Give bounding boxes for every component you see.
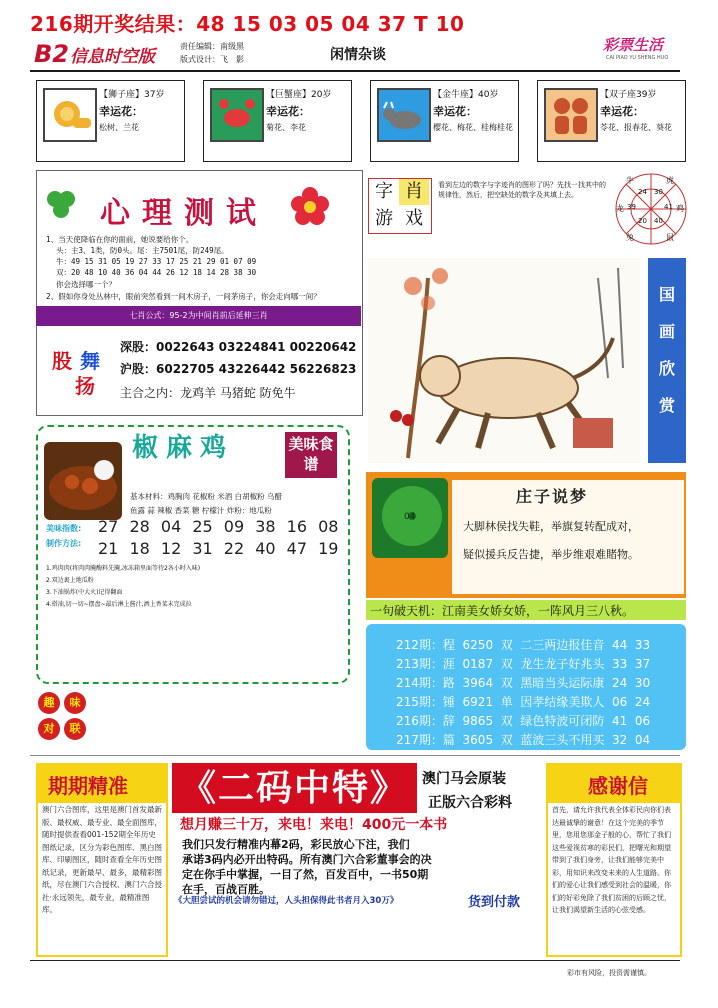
zhuangzi-line-2: 疑似援兵反告捷，举步维艰难賭物。 [463, 548, 639, 561]
recipe-badge: 美味食谱 [285, 432, 337, 478]
wheel-label: 龙 [616, 204, 624, 213]
left-text: 澳门六合图库，这里是澳门首发最新版、最权威、最专业、最全面图库，随时提供查看001-152期全年历史图纸记录，区分为彩色图库、黑白图库、印刷图区，随时查看全年历史图纸记录，更新最早、最多，最精彩图纸，尽在澳门六合授权、澳门六合授社·永远领先，最专业，最精准图库。 [42, 805, 162, 914]
twins-icon [544, 88, 598, 142]
method-numbers: 21 18 12 31 22 40 47 19 [98, 539, 339, 558]
guohua-char: 国 [658, 285, 675, 304]
wheel-label: 39 [627, 203, 636, 211]
psych-question-1: 1、当天使降临在你的面前，她说要给你个。 [46, 235, 194, 244]
word-char: 游 [375, 208, 393, 229]
psych-question-1b: 你会选择哪一个？ [56, 280, 116, 289]
recipe-step: 4.搭油,切一切~摆盘~最后淋上酱汁,洒上香菜末完成拉 [46, 601, 192, 608]
brand-subtitle: CAI PIAO YU SHENG HUO [606, 55, 669, 61]
page-code: B2 [34, 40, 69, 68]
horoscope-sign: 【狮子座】37岁 [99, 90, 165, 100]
horoscope-card-taurus [370, 80, 519, 162]
banner-slogan: 想月赚三十万，来电！来电！400元一本书 [180, 817, 448, 833]
word-char: 字 [375, 181, 393, 202]
horoscope-sign: 【巨蟹座】20岁 [266, 90, 332, 100]
shanghai-stock: 沪股：6022705 43226442 56226823 [120, 362, 357, 376]
zhuangzi-title: 庄子说梦 [516, 487, 589, 506]
hint-text: 一句破天机：江南美女娇女娇，一阵风月三八秋。 [370, 604, 635, 618]
history-row: 215期：锤 6921 单 因孝结缘美欺人 06 24 [396, 695, 651, 709]
banner-body-line: 承诺3码内必开出特码。所有澳门六合彩董事会的决 [182, 853, 432, 866]
editor-credits [180, 40, 244, 66]
editor-line: 责任编辑：南级黑 [180, 42, 244, 51]
lotus-leaf-photo [372, 478, 448, 558]
word-char: 肖 [399, 179, 429, 205]
right-title: 感谢信 [588, 774, 648, 798]
wheel-label: 30 [654, 188, 663, 196]
crab-icon [210, 88, 264, 142]
guohua-char: 画 [658, 322, 675, 341]
wheel-label: 鼠 [666, 233, 674, 242]
stock-logo-char: 股 [52, 349, 72, 373]
formula-text: 七肖公式：95-2为中间肖前后延伸三肖 [129, 311, 268, 320]
lucky-flowers: 苓花、报春花、葵花 [600, 123, 672, 132]
painting-tiger-illustration [368, 258, 640, 463]
cash-on-delivery: 货到付款 [468, 895, 521, 910]
word-game-instruction: 看到左边的数字与字迹肖的图形了吗？先找一找其中的规律性，然后，把空缺处的数字及其填上去。 [438, 181, 606, 199]
bull-icon [377, 88, 431, 142]
zhuangzi-line-1: 大脚林侯找失鞋，举旗复转配成对， [463, 520, 639, 533]
psych-question-2: 2、假如你身处丛林中，眼前突然看到一间木房子，一间茅房子，你会走向哪一间？ [46, 292, 321, 301]
main-banner-title: 《二码中特》 [180, 768, 409, 809]
lucky-flower-label: 幸运花： [433, 105, 477, 118]
history-row: 216期：辞 9865 双 绿色特波可闭防 41 06 [396, 714, 651, 728]
history-row: 214期：路 3964 双 黑暗当头运际康 24 30 [396, 676, 651, 690]
history-row: 213期：涯 0187 双 龙生龙子好兆头 33 37 [396, 657, 651, 671]
left-title: 期期精准 [48, 774, 128, 798]
recipe-ingredients-2: 鱼露 蒜 辣椒 香菜 糖 柠檬汁 炸粉：地瓜粉 [130, 506, 272, 515]
method-label: 制作方法: [46, 539, 82, 548]
brand-logo: 彩票生活 [603, 36, 664, 54]
recipe-step: 1.鸡肉肉(将肉肉腌酶料先腌,冰冻箱里面等待2各小时入味) [46, 565, 201, 572]
history-row: 217期：篇 3605 双 蓝波三头不用买 32 04 [396, 733, 651, 747]
lucky-flowers: 樱花、梅花、桂梅桂花 [433, 123, 513, 132]
wheel-label: 20 [638, 217, 647, 225]
psych-title: 心理测试 [100, 196, 268, 231]
recipe-ingredients-1: 基本材料：鸡胸肉 花椒粉 米酒 白胡椒粉 乌醋 [130, 492, 283, 501]
index-label: 美味指数: [46, 524, 82, 533]
horoscope-sign: 【双子座39岁 [600, 90, 657, 100]
shenzhen-stock: 深股：0022643 03224841 00220642 [120, 340, 357, 354]
wheel-label: 40 [654, 217, 663, 225]
clover-icon [44, 188, 78, 222]
wheel-label: 41 [664, 203, 673, 211]
right-text: 首先，请允许我代表全体彩民向你们表达最诚挚的谢意！在这个完美的季节里，您用您那金子般的心，帮忙了我们这些爱视贫寒的彩民们，把曙光和期望带到了我们身旁，让我们能够完美中彩，用知识来改变未来的人生道路。你们的爱心让我们感受到社会的温暖，你们的好彩免除了我们贫困的后顾之忧，让我们渴望新生活的心弦受感。 [552, 806, 671, 914]
lucky-flower-label: 幸运花： [600, 105, 644, 118]
psych-result-head: 头：主3、1类，防0头。尾：主7501尾，防249尾。 [56, 246, 229, 255]
lucky-flower-label: 幸运花： [99, 105, 143, 118]
wheel-label: 鸡 [676, 204, 684, 213]
macau-line-1: 澳门马会原装 [422, 771, 506, 787]
guohua-char: 欣 [658, 359, 675, 378]
wheel-label: 牛 [626, 176, 634, 185]
horoscope-card-leo [36, 80, 185, 162]
horoscope-card-cancer [203, 80, 352, 162]
recipe-step: 3.下油锅炸(中大火)记得翻面 [46, 589, 123, 596]
macau-line-2: 正版六合彩料 [428, 795, 512, 811]
banner-body-line: 定在你手中掌握，一目了然，百发百中，一书50期 [182, 868, 429, 881]
guohua-char: 赏 [658, 396, 675, 415]
footer-divider [30, 960, 680, 961]
lantern-icon: 味 [64, 692, 86, 714]
horoscope-sign: 【金牛座】40岁 [433, 90, 499, 100]
design-line: 版式设计：飞 影 [180, 55, 244, 64]
headline-results: 216期开奖结果：48 15 03 05 04 37 T 10 [30, 12, 465, 36]
banner-body-line: 我们只发行精准内幕2码，彩民放心下注，我们 [182, 838, 410, 851]
guohua-label [648, 276, 686, 424]
wheel-label: 兔 [626, 233, 634, 242]
index-numbers: 27 28 04 25 09 38 16 08 [98, 517, 339, 536]
zodiac-wheel [614, 172, 688, 246]
lucky-flower-label: 幸运花： [266, 105, 310, 118]
history-row: 212期：程 6250 双 二三两边报佳音 44 33 [396, 638, 651, 652]
psych-result-shuang: 双：20 48 10 40 36 04 44 26 12 18 14 28 38 30 [56, 268, 257, 277]
horoscope-card-gemini [537, 80, 686, 162]
section-title: 闲情杂谈 [330, 47, 386, 63]
word-game-grid [368, 178, 432, 234]
publication-name: 信息时空版 [70, 47, 155, 67]
stock-logo-char: 舞 [80, 349, 100, 373]
lucky-flowers: 菊花、李花 [266, 123, 306, 132]
banner-footnote: 《大胆尝试的机会请勿错过，人头担保得此书者月入30万》 [174, 896, 399, 906]
disclaimer: 彩市有风险，投资需谨慎。 [567, 969, 651, 977]
flower-icon [290, 186, 330, 226]
psych-result-niu: 牛：49 15 31 05 19 27 33 17 25 21 29 01 07 09 [56, 257, 257, 266]
lantern-icon: 对 [38, 718, 60, 740]
wheel-label: 虎 [666, 176, 674, 185]
word-char: 戏 [405, 208, 423, 229]
lucky-flowers: 松树、兰花 [99, 123, 139, 132]
lantern-icon: 联 [64, 718, 86, 740]
dish-photo [44, 442, 122, 520]
lantern-icon: 趣 [38, 692, 60, 714]
section-divider [30, 755, 680, 756]
recipe-title: 椒麻鸡 [132, 433, 235, 463]
zodiac-main: 主合之内：龙鸡羊 马猪蛇 防免牛 [120, 386, 296, 400]
header-divider [30, 70, 680, 72]
recipe-step: 2.双边裹上地瓜粉 [46, 577, 94, 584]
wheel-label: 24 [638, 188, 647, 196]
lion-icon [43, 88, 97, 142]
stock-logo-char: 扬 [75, 374, 95, 398]
lotus-number: 04 [404, 512, 416, 522]
banner-body-line: 在手，百战百胜。 [182, 883, 270, 896]
